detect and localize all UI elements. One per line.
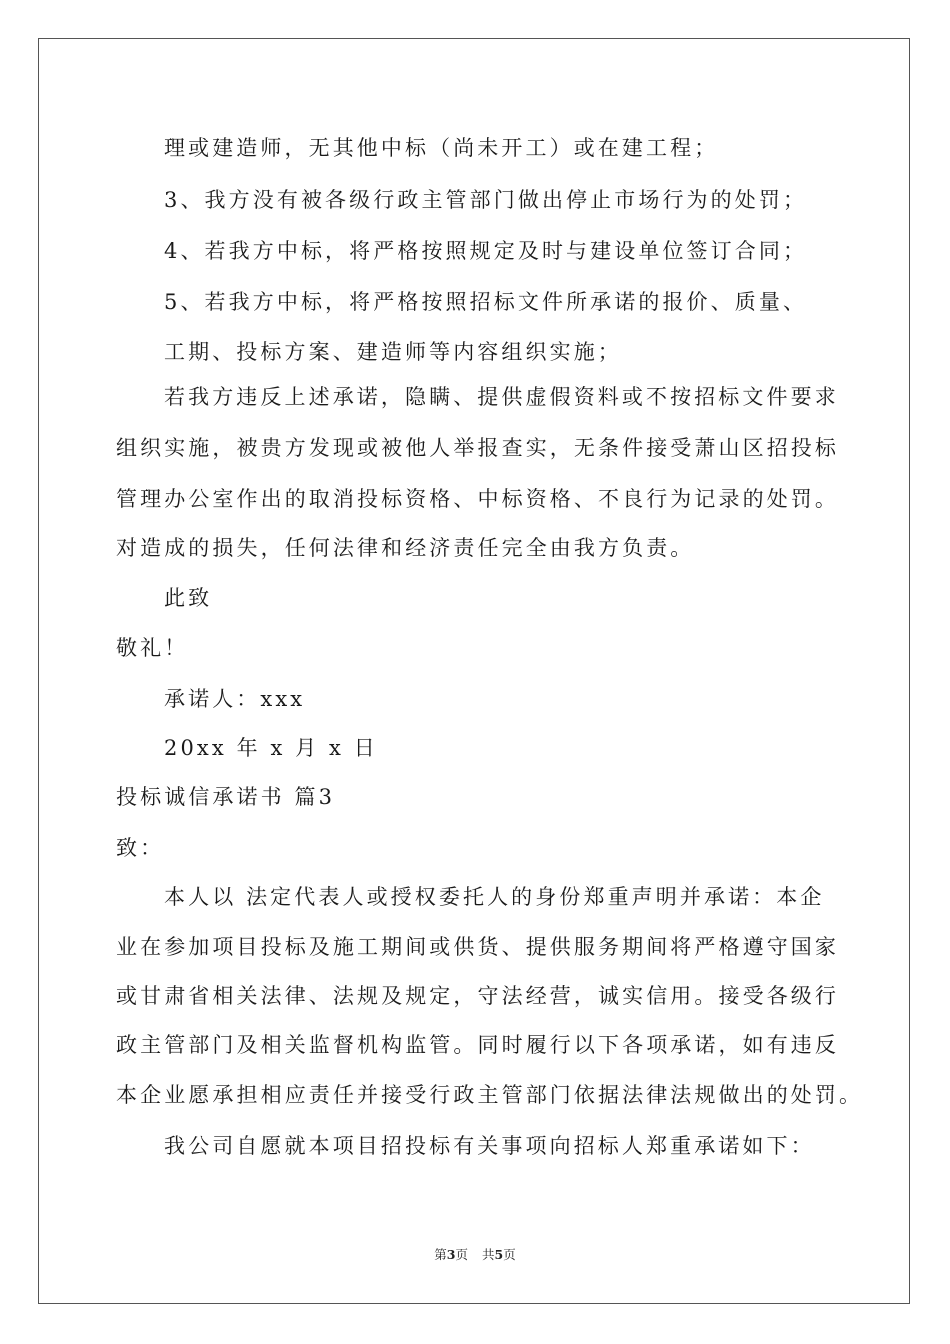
- body-line-1: 理或建造师，无其他中标（尚未开工）或在建工程；: [164, 136, 719, 160]
- current-page-number: 3: [446, 1247, 456, 1262]
- section-heading: 投标诚信承诺书 篇3: [116, 785, 336, 809]
- body-line-2: 3、我方没有被各级行政主管部门做出停止市场行为的处罚；: [164, 188, 808, 212]
- body-line-3: 4、若我方中标，将严格按照规定及时与建设单位签订合同；: [164, 239, 808, 263]
- closing-regards: 敬礼！: [116, 636, 189, 660]
- body-line-17: 业在参加项目投标及施工期间或供货、提供服务期间将严格遵守国家: [116, 935, 839, 959]
- page-border: [38, 38, 910, 1304]
- body-line-16: 本人以 法定代表人或授权委托人的身份郑重声明并承诺：本企: [164, 885, 825, 909]
- body-line-8: 管理办公室作出的取消投标资格、中标资格、不良行为记录的处罚。: [116, 487, 839, 511]
- body-line-21: 我公司自愿就本项目招投标有关事项向招标人郑重承诺如下：: [164, 1134, 815, 1158]
- closing-salutation: 此致: [164, 586, 213, 610]
- body-line-4: 5、若我方中标，将严格按照招标文件所承诺的报价、质量、: [164, 290, 808, 314]
- total-page-number: 5: [494, 1247, 504, 1262]
- total-prefix: 共: [482, 1247, 495, 1262]
- page-suffix: 页: [455, 1247, 468, 1262]
- body-line-6: 若我方违反上述承诺，隐瞒、提供虚假资料或不按招标文件要求: [164, 385, 839, 409]
- body-line-7: 组织实施，被贵方发现或被他人举报查实，无条件接受萧山区招投标: [116, 436, 839, 460]
- body-line-5: 工期、投标方案、建造师等内容组织实施；: [164, 340, 622, 364]
- body-line-20: 本企业愿承担相应责任并接受行政主管部门依据法律法规做出的处罚。: [116, 1083, 864, 1107]
- page-prefix: 第: [434, 1247, 447, 1262]
- total-suffix: 页: [503, 1247, 516, 1262]
- addressee-line: 致：: [116, 836, 165, 860]
- date-line: 20xx 年 x 月 x 日: [164, 736, 378, 760]
- body-line-19: 政主管部门及相关监督机构监管。同时履行以下各项承诺，如有违反: [116, 1033, 839, 1057]
- body-line-9: 对造成的损失，任何法律和经济责任完全由我方负责。: [116, 536, 695, 560]
- body-line-18: 或甘肃省相关法律、法规及规定，守法经营，诚实信用。接受各级行: [116, 984, 839, 1008]
- promisor-line: 承诺人：xxx: [164, 687, 306, 711]
- page-footer: [0, 1246, 950, 1264]
